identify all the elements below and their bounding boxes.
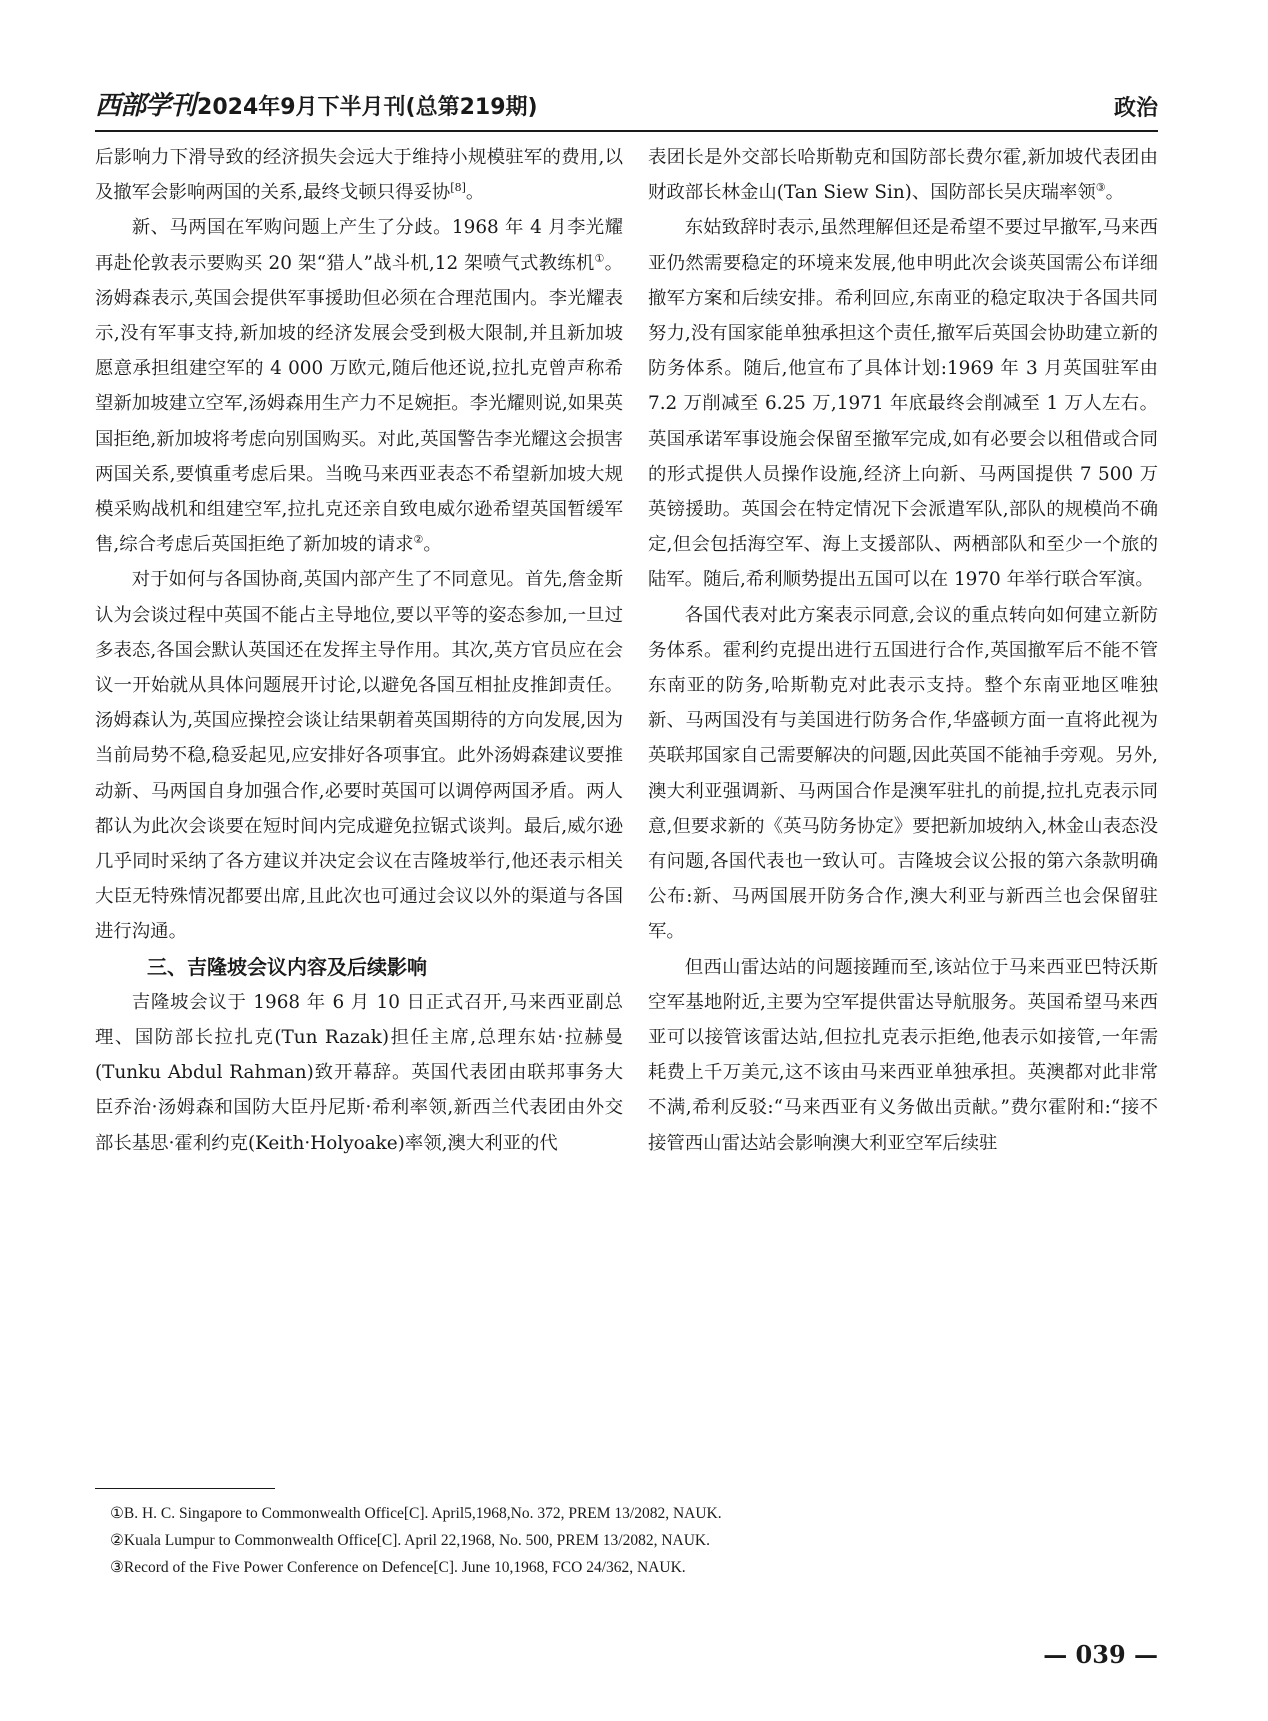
left-column (95, 140, 623, 1161)
paragraph-text: 。 (423, 534, 442, 556)
paragraph-text: 。汤姆森表示,英国会提供军事援助但必须在合理范围内。李光耀表示,没有军事支持,新加坡的经济发展会受到极大限制,并且新加坡愿意承担组建空军的 4 000 万欧元,随后他还说,拉扎克曾声称希望新加坡建立空军,汤姆森用生产力不足婉拒。李光耀则说,如果英国拒绝,新加坡将考虑向别国购买。对此,英国警告李光耀这会损害两国关系,要慎重考虑后果。当晚马来西亚表态不希望新加坡大规模采购战机和组建空军,拉扎克还亲自致电威尔逊希望英国暂缓军售,综合考虑后英国拒绝了新加坡的请求 (95, 252, 623, 556)
citation-ref[interactable]: [8] (450, 181, 466, 195)
paragraph: 对于如何与各国协商,英国内部产生了不同意见。首先,詹金斯认为会谈过程中英国不能占主导地位,要以平等的姿态参加,一旦过多表态,各国会默认英国还在发挥主导作用。其次,英方官员应在会议一开始就从具体问题展开讨论,以避免各国互相扯皮推卸责任。汤姆森认为,英国应操控会谈让结果朝着英国期待的方向发展,因为当前局势不稳,稳妥起见,应安排好各项事宜。此外汤姆森建议要推动新、马两国自身加强合作,必要时英国可以调停两国矛盾。两人都认为此次会谈要在短时间内完成避免拉锯式谈判。最后,威尔逊几乎同时采纳了各方建议并决定会议在吉隆坡举行,他还表示相关大臣无特殊情况都要出席,且此次也可通过会议以外的渠道与各国进行沟通。 (95, 569, 623, 943)
right-column (648, 140, 1158, 1161)
page-number: — 039 — (1043, 1640, 1158, 1669)
footnote-marker[interactable]: ① (594, 251, 605, 265)
paragraph (648, 140, 1158, 210)
paragraph: 各国代表对此方案表示同意,会议的重点转向如何建立新防务体系。霍利约克提出进行五国进行合作,英国撤军后不能不管东南亚的防务,哈斯勒克对此表示支持。整个东南亚地区唯独新、马两国没有与美国进行防务合作,华盛顿方面一直将此视为英联邦国家自己需要解决的问题,因此英国不能袖手旁观。另外,澳大利亚强调新、马两国合作是澳军驻扎的前提,拉扎克表示同意,但要求新的《英马防务协定》要把新加坡纳入,林金山表态没有问题,各国代表也一致认可。吉隆坡会议公报的第六条款明确公布:新、马两国展开防务合作,澳大利亚与新西兰也会保留驻军。 (648, 604, 1158, 943)
journal-name: 西部学刊 (95, 91, 196, 121)
footnote-divider (95, 1488, 275, 1489)
paragraph-text: 新、马两国在军购问题上产生了分歧。1968 年 4 月李光耀再赴伦敦表示要购买 20 架“猎人”战斗机,12 架喷气式教练机 (95, 217, 623, 274)
paragraph-text: 表团长是外交部长哈斯勒克和国防部长费尔霍,新加坡代表团由财政部长林金山(Tan Siew Sin)、国防部长吴庆瑞率领 (648, 147, 1158, 204)
issue-info: 2024年9月下半月刊(总第219期) (197, 95, 538, 120)
footnote-item: ②Kuala Lumpur to Commonwealth Office[C]. April 22,1968, No. 500, PREM 13/2082, NAUK. (110, 1532, 710, 1549)
footnote-item: ①B. H. C. Singapore to Commonwealth Office[C]. April5,1968,No. 372, PREM 13/2082, NAUK. (110, 1505, 722, 1522)
paragraph (95, 140, 623, 210)
footnotes (110, 1500, 1160, 1581)
footnote-marker[interactable]: ② (413, 533, 424, 547)
header-left (95, 85, 538, 122)
paragraph: 吉隆坡会议于 1968 年 6 月 10 日正式召开,马来西亚副总理、国防部长拉扎克(Tun Razak)担任主席,总理东姑·拉赫曼(Tunku Abdul Rahman)致开幕辞。英国代表团由联邦事务大臣乔治·汤姆森和国防大臣丹尼斯·希利率领,新西兰代表团由外交部长基思·霍利约克(Keith·Holyoake)率领,澳大利亚的代 (95, 991, 623, 1154)
paragraph (95, 210, 623, 562)
paragraph: 东姑致辞时表示,虽然理解但还是希望不要过早撤军,马来西亚仍然需要稳定的环境来发展,他申明此次会谈英国需公布详细撤军方案和后续安排。希利回应,东南亚的稳定取决于各国共同努力,没有国家能单独承担这个责任,撤军后英国会协助建立新的防务体系。随后,他宣布了具体计划:1969 年 3 月英国驻军由 7.2 万削减至 6.25 万,1971 年底最终会削减至 1 万人左右。英国承诺军事设施会保留至撤军完成,如有必要会以租借或合同的形式提供人员操作设施,经济上向新、马两国提供 7 500 万英镑援助。英国会在特定情况下会派遣军队,部队的规模尚不确定,但会包括海空军、海上支援部队、两栖部队和至少一个旅的陆军。随后,希利顺势提出五国可以在 1970 年举行联合军演。 (648, 217, 1158, 591)
footnote-item: ③Record of the Five Power Conference on Defence[C]. June 10,1968, FCO 24/362, NAUK. (110, 1559, 686, 1576)
paragraph-text: 。 (1105, 182, 1125, 204)
section-heading: 三、吉隆坡会议内容及后续影响 (147, 954, 427, 979)
footnote-marker[interactable]: ③ (1095, 181, 1106, 195)
section-name: 政治 (1113, 96, 1158, 121)
running-header (95, 82, 1158, 132)
paragraph-text: 。 (465, 182, 485, 204)
paragraph: 但西山雷达站的问题接踵而至,该站位于马来西亚巴特沃斯空军基地附近,主要为空军提供雷达导航服务。英国希望马来西亚可以接管该雷达站,但拉扎克表示拒绝,他表示如接管,一年需耗费上千万美元,这不该由马来西亚单独承担。英澳都对此非常不满,希利反驳:“马来西亚有义务做出贡献。”费尔霍附和:“接不接管西山雷达站会影响澳大利亚空军后续驻 (648, 956, 1158, 1154)
paragraph-text: 后影响力下滑导致的经济损失会远大于维持小规模驻军的费用,以及撤军会影响两国的关系,最终戈顿只得妥协 (95, 147, 623, 204)
